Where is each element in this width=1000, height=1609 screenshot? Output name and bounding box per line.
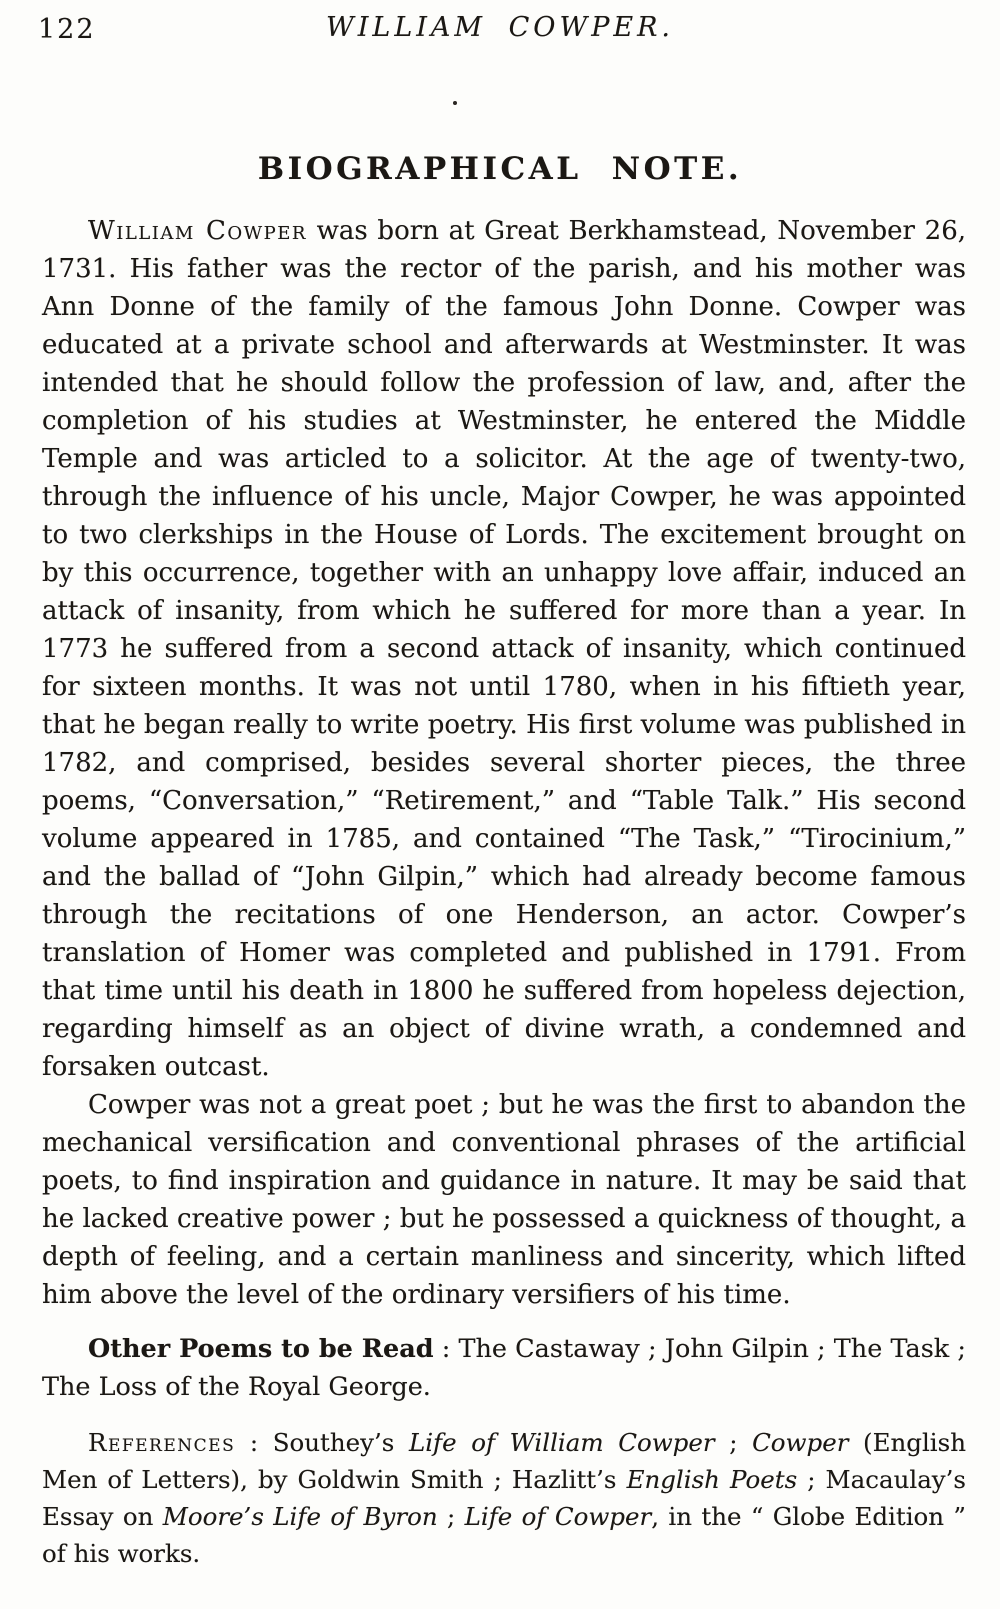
biography-text: was born at Great Berkhamstead, November 26, 1731. His father was the rector of the parish, and his mother was Ann Donne of the family of the famous John Donne. Cowper was educated at a private school and afterwards at Westminster. It was intended that he should follow the profession of law, and, after the completion of his studies at Westminster, he entered the Middle Temple and was articled to a solicitor. At the age of twenty-two, through the influence of his uncle, Major Cowper, he was appointed to two clerkships in the House of Lords. The excitement brought on by this occurrence, together with an unhappy love affair, induced an attack of insanity, from which he suffered for more than a year. In 1773 he suffered from a second attack of insanity, which continued for sixteen months. It was not until 1780, when in his fiftieth year, that he began really to write poetry. His first volume was published in 1782, and comprised, besides several shorter pieces, the three poems, “Conversation,” “Retirement,” and “Table Talk.” His second volume appeared in 1785, and contained “The Task,” “Tirocinium,” and the ballad of “John Gilpin,” which had already become famous through the recitations of one Henderson, an actor. Cowper’s translation of Homer was completed and published in 1791. From that time until his death in 1800 he suffered from hopeless dejection, regarding himself as an object of divine wrath, a condemned and forsaken outcast.	[42, 216, 966, 1082]
references-text: ;	[714, 1428, 753, 1457]
references-title-cowper: Cowper	[752, 1428, 849, 1457]
references-text: : Southey’s	[235, 1428, 409, 1457]
references-title-english-poets: English Poets	[626, 1465, 798, 1494]
other-poems-paragraph	[42, 1330, 966, 1406]
other-poems-label: Other Poems to be Read	[88, 1334, 434, 1364]
assessment-paragraph	[42, 1086, 966, 1314]
printer-speck	[453, 101, 457, 105]
references-text: ;	[437, 1502, 465, 1531]
references-title-life-of-cowper: Life of Cowper	[464, 1502, 652, 1531]
page-masthead	[0, 0, 1000, 56]
running-header: WILLIAM COWPER.	[325, 12, 674, 43]
section-heading: BIOGRAPHICAL NOTE.	[257, 151, 743, 187]
references-text: ; Macaulay’s Essay on	[42, 1465, 966, 1531]
page-content	[42, 212, 966, 1572]
references-title-moores-life-of-byron: Moore’s Life of Byron	[162, 1502, 438, 1531]
references-label: References	[88, 1428, 236, 1457]
references-title-life-of-william-cowper: Life of William Cowper	[408, 1428, 715, 1457]
other-poems-list: : The Castaway ; John Gilpin ; The Task ; The Loss of the Royal George.	[42, 1334, 966, 1402]
biography-lead-smallcaps: William Cowper	[88, 216, 307, 246]
references-paragraph	[42, 1424, 966, 1572]
biography-paragraph	[42, 212, 966, 1086]
references-text: , in the “ Globe Edition ” of his works.	[42, 1502, 966, 1568]
assessment-text: Cowper was not a great poet ; but he was the first to abandon the mechanical versification and conventional phrases of the artificial poets, to find inspiration and guidance in nature. It may be said that he lacked creative power ; but he possessed a quickness of thought, a depth of feeling, and a certain manliness and sincerity, which lifted him above the level of the ordinary versifiers of his time.	[42, 1090, 966, 1310]
references-text: (English Men of Letters), by Goldwin Smith ; Hazlitt’s	[42, 1428, 966, 1494]
page-number: 122	[38, 14, 96, 45]
